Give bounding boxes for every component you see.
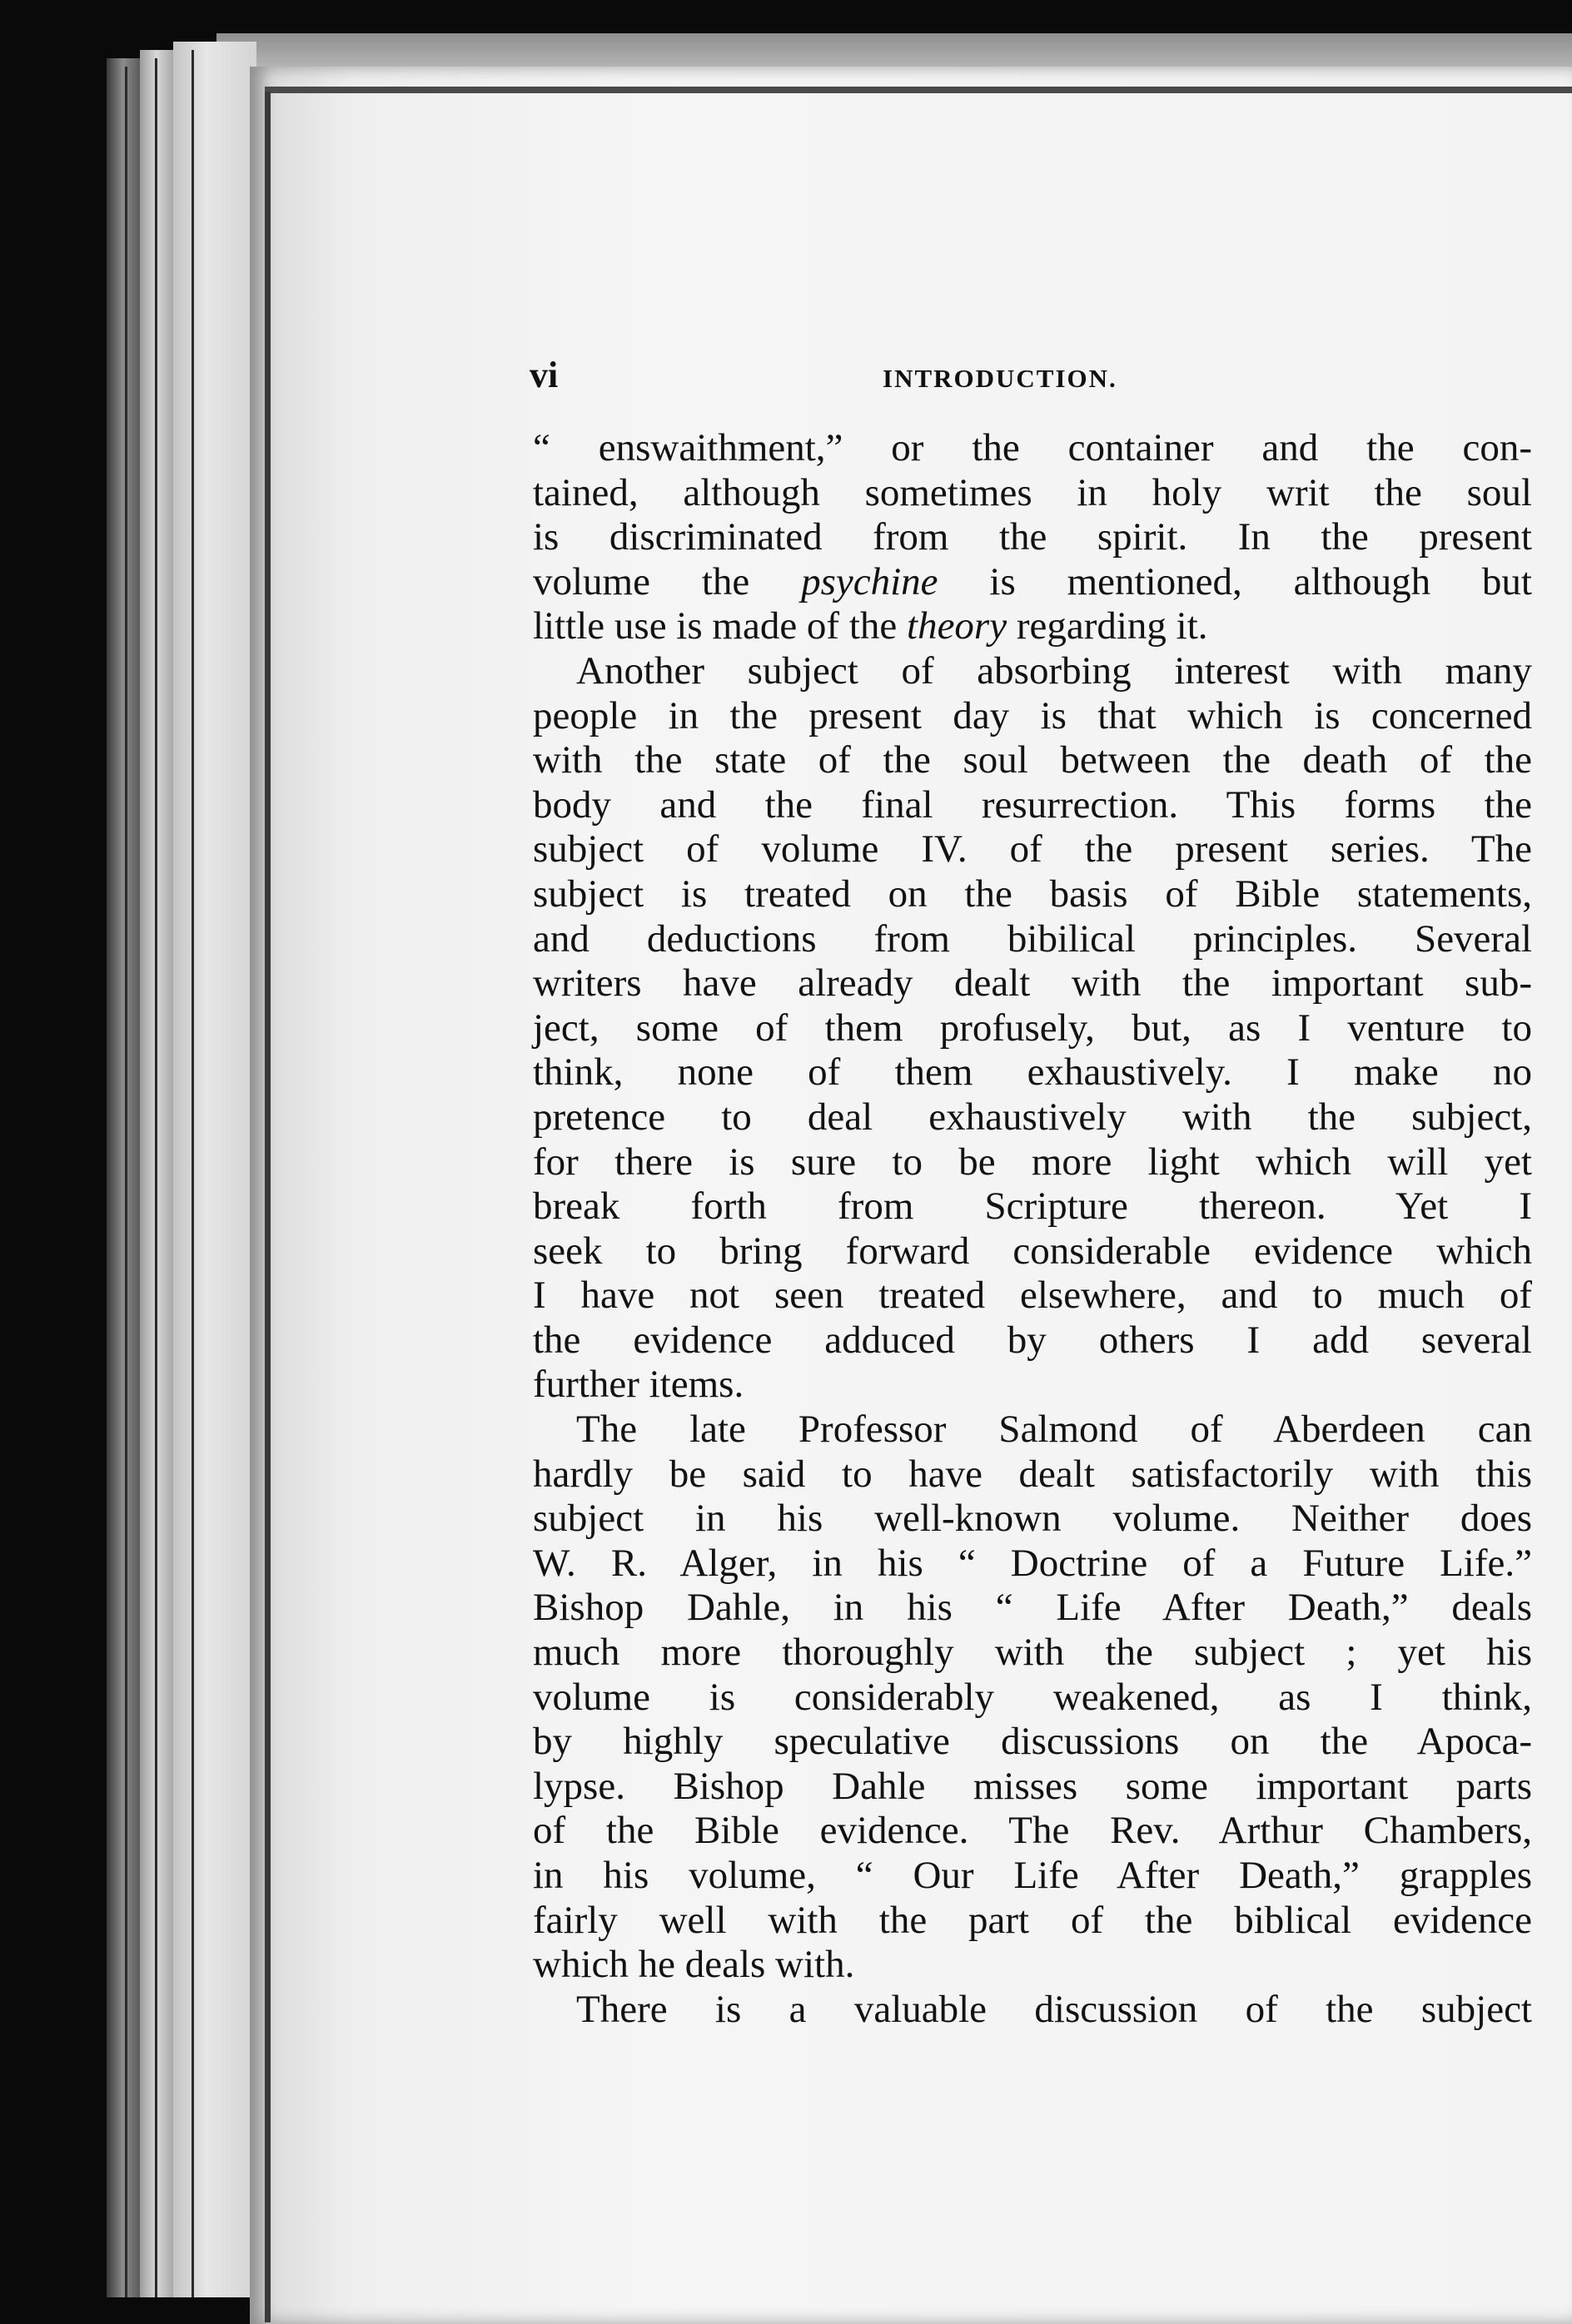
- italic-term: theory: [907, 604, 1007, 648]
- text-line: [533, 604, 1532, 649]
- text-line: and deductions from bibilical principles. Several: [533, 916, 1532, 961]
- text-line: for there is sure to be more light which will yet: [533, 1140, 1532, 1184]
- page-stack-edge: [107, 58, 140, 2297]
- text-line: I have not seen treated elsewhere, and to much of: [533, 1274, 1532, 1318]
- text-fragment: volume the: [533, 559, 802, 603]
- running-head: INTRODUCTION.: [883, 364, 1117, 393]
- text-line: which he deals with.: [533, 1943, 855, 1987]
- page-border-top: [265, 87, 1572, 93]
- text-line: by highly speculative discussions on the Apoca-: [533, 1720, 1532, 1764]
- text-line: body and the final resurrection. This forms the: [533, 782, 1532, 827]
- text-line: much more thoroughly with the subject ; yet his: [533, 1631, 1532, 1675]
- text-line: volume is considerably weakened, as I think,: [533, 1675, 1532, 1719]
- text-line: Another subject of absorbing interest with many: [576, 648, 1532, 693]
- text-line: writers have already dealt with the important sub-: [533, 961, 1532, 1006]
- text-line: tained, although sometimes in holy writ the soul: [533, 470, 1532, 514]
- page-edge-line: [125, 67, 127, 2297]
- text-line: the evidence adduced by others I add several: [533, 1318, 1532, 1362]
- page-number: vi: [530, 355, 559, 395]
- text-line: pretence to deal exhaustively with the subject,: [533, 1095, 1532, 1139]
- text-line: fairly well with the part of the biblical evidence: [533, 1898, 1532, 1942]
- page-edge-line: [192, 50, 194, 2297]
- text-line: subject in his well-known volume. Neither does: [533, 1497, 1532, 1541]
- text-line: “ enswaithment,” or the container and the con-: [533, 426, 1532, 469]
- text-line: There is a valuable discussion of the subject: [576, 1987, 1532, 2031]
- page-border-left: [265, 92, 271, 2322]
- italic-term: psychine: [801, 559, 938, 603]
- text-line: lypse. Bishop Dahle misses some important parts: [533, 1764, 1532, 1808]
- text-line: [533, 560, 1532, 605]
- text-line: subject is treated on the basis of Bible statements,: [533, 872, 1532, 916]
- text-line: people in the present day is that which is concerned: [533, 693, 1532, 737]
- text-fragment: regarding it.: [1007, 604, 1208, 648]
- text-line: hardly be said to have dealt satisfactorily with this: [533, 1452, 1532, 1496]
- text-line: of the Bible evidence. The Rev. Arthur Chambers,: [533, 1809, 1532, 1853]
- text-line: in his volume, “ Our Life After Death,” grapples: [533, 1854, 1532, 1897]
- text-line: subject of volume IV. of the present series. The: [533, 827, 1532, 872]
- page-stack-edge: [173, 42, 256, 2297]
- text-line: Bishop Dahle, in his “ Life After Death,” deals: [533, 1586, 1532, 1630]
- text-line: think, none of them exhaustively. I make no: [533, 1050, 1532, 1095]
- text-line: seek to bring forward considerable evidence which: [533, 1229, 1532, 1273]
- text-line: The late Professor Salmond of Aberdeen can: [576, 1408, 1532, 1452]
- body-text: [533, 426, 1532, 2032]
- text-line: break forth from Scripture thereon. Yet I: [533, 1184, 1532, 1229]
- page-edge-line: [155, 58, 157, 2297]
- text-line: ject, some of them profusely, but, as I venture to: [533, 1006, 1532, 1050]
- text-line: W. R. Alger, in his “ Doctrine of a Future Life.”: [533, 1541, 1532, 1585]
- text-line: further items.: [533, 1363, 744, 1407]
- text-fragment: little use is made of the: [533, 604, 908, 648]
- text-fragment: is mentioned, although but: [938, 559, 1532, 603]
- text-line: with the state of the soul between the death of the: [533, 738, 1532, 782]
- page-header: [530, 354, 1532, 404]
- text-line: is discriminated from the spirit. In the present: [533, 515, 1532, 559]
